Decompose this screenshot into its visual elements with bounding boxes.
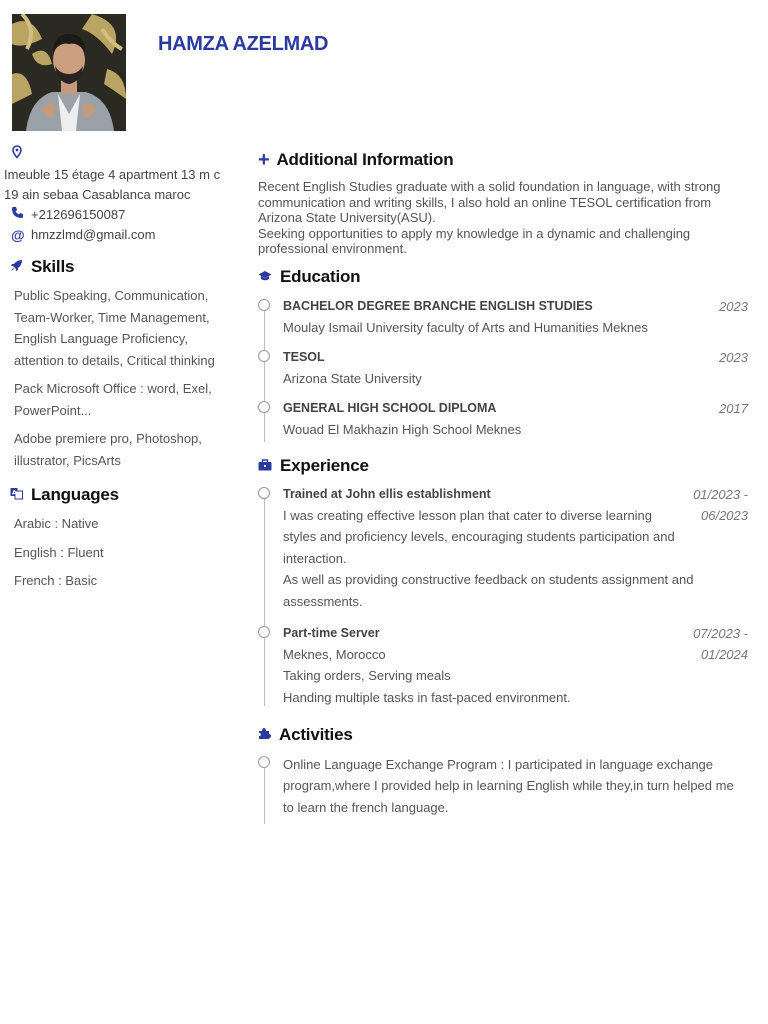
timeline-line: [264, 766, 265, 824]
skills-section: [0, 257, 232, 471]
timeline-line: [264, 310, 265, 442]
experience-section: [258, 456, 748, 719]
language-item: French : Basic: [14, 573, 98, 588]
email-row[interactable]: [0, 225, 232, 245]
education-item: [283, 398, 748, 444]
summary-line: Seeking opportunities to apply my knowledge in a dynamic and challenging: [258, 225, 691, 241]
address-icon-row: [0, 145, 232, 165]
summary-line: professional environment.: [258, 241, 407, 256]
skill-line: illustrator, PicsArts: [14, 452, 121, 468]
activity-description: [283, 754, 748, 819]
at-sign-icon: @: [11, 227, 25, 243]
language-item: English : Fluent: [14, 544, 104, 560]
description-line: assessments.: [283, 593, 363, 609]
job-date-end: 01/2024: [701, 646, 748, 662]
experience-title: Experience: [280, 455, 369, 475]
description-line: styles and proficiency levels, encouraging students participation and: [283, 529, 675, 544]
timeline-dot: [258, 350, 270, 362]
skill-line: Public Speaking, Communication,: [14, 288, 209, 303]
activities-timeline: [258, 754, 748, 819]
timeline-dot: [258, 401, 270, 413]
education-degree: GENERAL HIGH SCHOOL DIPLOMA: [283, 401, 497, 415]
experience-item: [283, 484, 748, 623]
right-column: [258, 150, 748, 818]
education-school: Arizona State University: [283, 370, 422, 386]
skills-group-2: [14, 378, 232, 421]
activity-line: to learn the french language.: [283, 799, 449, 815]
location-pin-icon: [11, 145, 23, 164]
additional-info-heading: [258, 150, 748, 170]
additional-info-title: Additional Information: [276, 150, 454, 169]
job-date-start: 01/2023 -: [693, 486, 748, 502]
profile-photo: [12, 14, 126, 131]
experience-heading: [258, 456, 748, 476]
address-line-2: 19 ain sebaa Casablanca maroc: [4, 187, 191, 202]
activity-line: program,where I provided help in learning English while they,in turn helped me: [283, 778, 734, 793]
skills-title: Skills: [31, 257, 75, 276]
graduation-cap-icon: [258, 267, 272, 287]
education-item: [283, 296, 748, 347]
contact-section: [0, 145, 232, 245]
language-item: Arabic : Native: [14, 516, 99, 531]
summary-line: Arizona State University(ASU).: [258, 210, 436, 225]
phone-number: +212696150087: [31, 207, 126, 222]
summary-line: communication and writing skills, I also hold an online TESOL certification from: [258, 194, 712, 210]
description-line: Taking orders, Serving meals: [283, 668, 451, 683]
education-school: Wouad El Makhazin High School Meknes: [283, 421, 522, 437]
job-date-end: 06/2023: [701, 507, 748, 523]
activities-title: Activities: [279, 724, 353, 744]
puzzle-piece-icon: [258, 725, 271, 745]
education-timeline: [258, 296, 748, 444]
skills-heading: [10, 257, 232, 277]
rocket-icon: [10, 257, 23, 277]
job-date-start: 07/2023 -: [693, 625, 748, 641]
skill-line: PowerPoint...: [14, 402, 92, 418]
additional-info-section: [258, 150, 748, 257]
timeline-dot: [258, 626, 270, 638]
activities-section: [258, 725, 748, 819]
left-column: [0, 145, 232, 592]
activities-heading: [258, 725, 748, 745]
experience-item: [283, 623, 748, 719]
activity-line: Online Language Exchange Program : I participated in language exchange: [283, 756, 714, 772]
phone-icon: [11, 205, 31, 225]
education-section: [258, 267, 748, 444]
education-year: 2023: [719, 298, 748, 314]
education-school: Moulay Ismail University faculty of Arts and Humanities Meknes: [283, 319, 648, 335]
timeline-line: [264, 496, 265, 706]
languages-title: Languages: [31, 485, 119, 504]
skill-line: Pack Microsoft Office : word, Exel,: [14, 381, 212, 396]
description-line: As well as providing constructive feedback on students assignment and: [283, 572, 694, 587]
languages-section: [0, 485, 232, 592]
skill-line: attention to details, Critical thinking: [14, 352, 215, 368]
skills-group-3: [14, 428, 232, 471]
skill-line: English Language Proficiency,: [14, 331, 188, 346]
skills-group-1: [14, 285, 232, 371]
education-year: 2023: [719, 349, 748, 365]
description-line: I was creating effective lesson plan that cater to diverse learning: [283, 507, 653, 523]
summary-line: Recent English Studies graduate with a solid foundation in language, with strong: [258, 179, 721, 194]
description-line: Meknes, Morocco: [283, 646, 386, 662]
job-description: [283, 505, 748, 613]
timeline-dot: [258, 299, 270, 311]
education-year: 2017: [719, 400, 748, 416]
experience-timeline: [258, 484, 748, 719]
activity-item: [283, 754, 748, 819]
job-description: [283, 644, 748, 709]
timeline-dot: [258, 487, 270, 499]
description-line: Handing multiple tasks in fast-paced environment.: [283, 689, 571, 705]
job-title: Part-time Server: [283, 626, 380, 640]
svg-text:A: A: [12, 489, 17, 497]
plus-icon: +: [258, 149, 270, 171]
education-title: Education: [280, 266, 361, 286]
languages-heading: [10, 485, 232, 505]
summary-text: [258, 179, 748, 257]
skill-line: Adobe premiere pro, Photoshop,: [14, 431, 202, 446]
timeline-dot: [258, 756, 270, 768]
phone-row[interactable]: [0, 205, 232, 225]
address-line-1: Imeuble 15 étage 4 apartment 13 m c: [4, 167, 221, 182]
translate-icon: [10, 485, 23, 505]
description-line: interaction.: [283, 550, 347, 566]
candidate-name: HAMZA AZELMAD: [158, 33, 329, 55]
briefcase-icon: [258, 456, 272, 476]
education-degree: TESOL: [283, 350, 325, 364]
education-degree: BACHELOR DEGREE BRANCHE ENGLISH STUDIES: [283, 299, 593, 313]
job-title: Trained at John ellis establishment: [283, 487, 491, 501]
education-item: [283, 347, 748, 398]
skill-line: Team-Worker, Time Management,: [14, 309, 210, 325]
education-heading: [258, 267, 748, 287]
email-address: hmzzlmd@gmail.com: [31, 227, 156, 242]
